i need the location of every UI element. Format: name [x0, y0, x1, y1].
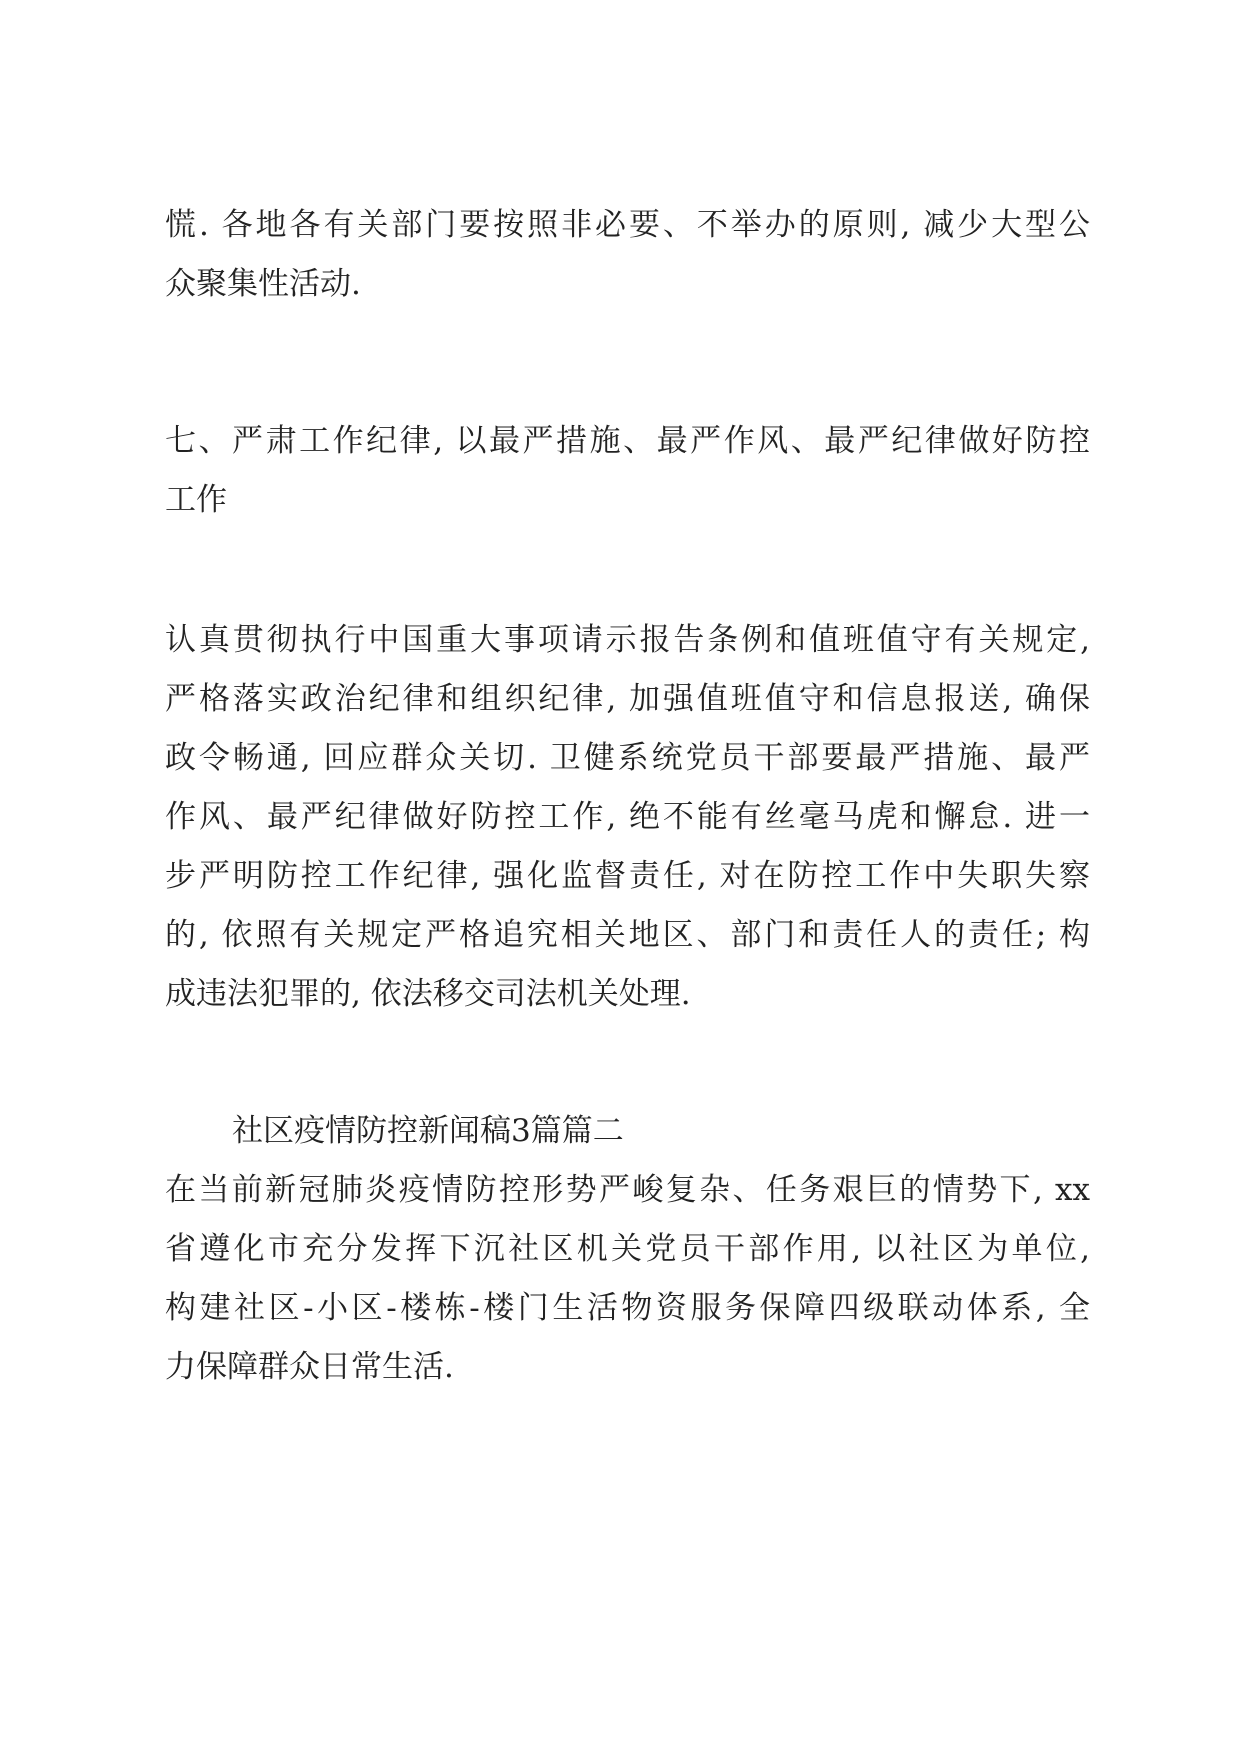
paragraph-line: 的, 依照有关规定严格追究相关地区、部门和责任人的责任; 构 — [165, 917, 1090, 953]
section-heading-line: 工作 — [165, 482, 227, 518]
paragraph-line: 力保障群众日常生活. — [165, 1349, 454, 1385]
paragraph-line: 政令畅通, 回应群众关切. 卫健系统党员干部要最严措施、最严 — [165, 740, 1090, 776]
paragraph-line: 构建社区-小区-楼栋-楼门生活物资服务保障四级联动体系, 全 — [165, 1290, 1090, 1326]
paragraph-line: 慌. 各地各有关部门要按照非必要、不举办的原则, 减少大型公 — [165, 207, 1090, 243]
paragraph-line: 省遵化市充分发挥下沉社区机关党员干部作用, 以社区为单位, — [165, 1231, 1090, 1267]
section-heading-line: 七、严肃工作纪律, 以最严措施、最严作风、最严纪律做好防控 — [165, 423, 1090, 459]
article-title: 社区疫情防控新闻稿3篇篇二 — [232, 1113, 624, 1149]
paragraph-line: 步严明防控工作纪律, 强化监督责任, 对在防控工作中失职失察 — [165, 858, 1090, 894]
paragraph-line: 作风、最严纪律做好防控工作, 绝不能有丝毫马虎和懈怠. 进一 — [165, 799, 1090, 835]
paragraph-line: 在当前新冠肺炎疫情防控形势严峻复杂、任务艰巨的情势下, xx — [165, 1172, 1090, 1208]
paragraph-line: 成违法犯罪的, 依法移交司法机关处理. — [165, 976, 691, 1012]
paragraph-line: 众聚集性活动. — [165, 266, 361, 302]
paragraph-line: 严格落实政治纪律和组织纪律, 加强值班值守和信息报送, 确保 — [165, 681, 1090, 717]
paragraph-line: 认真贯彻执行中国重大事项请示报告条例和值班值守有关规定, — [165, 622, 1090, 658]
